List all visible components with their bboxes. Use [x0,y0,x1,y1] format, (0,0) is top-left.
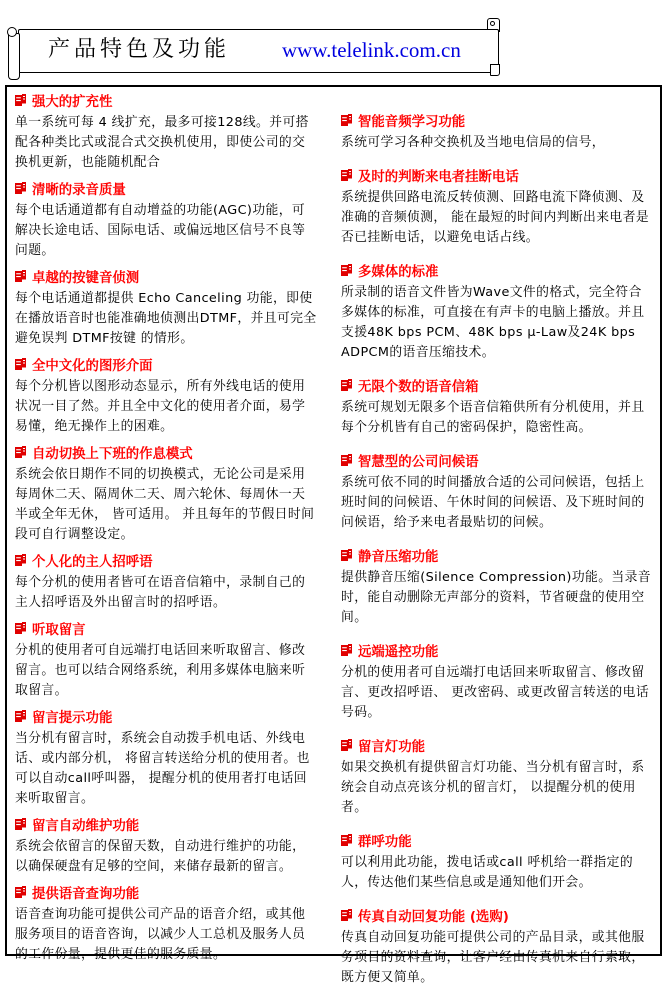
red-document-icon [341,453,352,473]
feature-body: 可以利用此功能，拨电话或call 呼机给一群指定的人，传达他们某些信息或是通知他们开会。 [341,855,634,890]
red-document-icon [341,263,352,283]
feature-body: 每个电话通道都提供 Echo Canceling 功能，即使在播放语音时也能准确地侦测出DTMF，并且可完全避免误判 DTMF按键 的情形。 [15,291,317,346]
feature-title: 全中文化的图形介面 [32,359,153,374]
feature-section [341,378,652,438]
feature-body: 每个电话通道都有自动增益的功能(AGC)功能，可解决长途电话、国际电话、或偏远地区信号不良等问题。 [15,203,306,258]
feature-section [15,885,317,965]
feature-title: 智能音频学习功能 [358,115,466,130]
feature-body: 所录制的语音文件皆为Wave文件的格式，完全符合多媒体的标准，可直接在有声卡的电脑上播放。并且支援48K bps PCM、48K bps μ-Law及24K bps ADPCM的语音压缩技术。 [341,285,645,360]
feature-body: 当分机有留言时，系统会自动拨手机电话、外线电话、或内部分机， 将留言转送给分机的使用者。也可以自动call呼叫器， 提醒分机的使用者打电话回来听取留言。 [15,731,310,806]
feature-section [341,738,652,818]
feature-heading [341,113,652,133]
red-document-icon [15,357,26,377]
feature-section [15,357,317,437]
feature-body: 系统可依不同的时间播放合适的公司问候语，包括上班时间的问候语、午休时间的问候语、及下班时间的问候语，给予来电者最贴切的问候。 [341,475,645,530]
red-document-icon [341,643,352,663]
feature-section [341,833,652,893]
feature-title: 多媒体的标准 [358,265,439,280]
left-column [15,93,317,962]
feature-body: 每个分机皆以图形动态显示，所有外线电话的使用状况一目了然。并且全中文化的使用者介面，易学易懂，绝无操作上的困难。 [15,379,306,434]
feature-heading [15,709,317,729]
feature-title: 听取留言 [32,623,86,638]
feature-heading [341,738,652,758]
red-document-icon [341,833,352,853]
feature-title: 群呼功能 [358,835,412,850]
red-document-icon [341,378,352,398]
feature-heading [341,168,652,188]
feature-body: 单一系统可每 4 线扩充，最多可接128线。并可搭配各种类比式或混合式交换机使用，即使公司的交换机更新，也能随机配合 [15,115,309,170]
feature-section [15,709,317,809]
feature-body: 语音查询功能可提供公司产品的语音介绍，或其他服务项目的语音咨询，以减少人工总机及服务人员的工作份量，提供更佳的服务质量。 [15,907,306,962]
feature-section [15,553,317,613]
red-document-icon [341,908,352,928]
feature-body: 提供静音压缩(Silence Compression)功能。当录音时，能自动删除无声部分的资料，节省硬盘的使用空间。 [341,570,652,625]
feature-section [341,113,652,153]
feature-body: 分机的使用者可自远端打电话回来听取留言、修改留言、更改招呼语、 更改密码、或更改留言转送的电话号码。 [341,665,650,720]
feature-section [15,817,317,877]
red-document-icon [15,181,26,201]
feature-section [15,181,317,261]
feature-title: 无限个数的语音信箱 [358,380,479,395]
website-url-link[interactable]: www.telelink.com.cn [282,38,461,62]
feature-heading [15,445,317,465]
feature-section [341,453,652,533]
feature-body: 系统可学习各种交换机及当地电信局的信号， [341,135,605,150]
feature-heading [341,453,652,473]
red-document-icon [15,93,26,113]
right-column [341,93,652,985]
feature-section [341,643,652,723]
feature-body: 系统会依留言的保留天数，自动进行维护的功能，以确保硬盘有足够的空间，来储存最新的留言。 [15,839,306,874]
feature-section [341,548,652,628]
red-document-icon [15,621,26,641]
feature-body: 每个分机的使用者皆可在语音信箱中，录制自己的主人招呼语及外出留言时的招呼语。 [15,575,306,610]
feature-heading [15,621,317,641]
feature-heading [341,378,652,398]
feature-section [15,621,317,701]
feature-title: 智慧型的公司问候语 [358,455,479,470]
feature-heading [341,833,652,853]
feature-body: 传真自动回复功能可提供公司的产品目录，或其他服务项目的资料查询，让客户经由传真机来自行索取， 既方便又简单。 [341,930,645,985]
feature-title: 清晰的录音质量 [32,183,126,198]
feature-body: 系统提供回路电流反转侦测、回路电流下降侦测、及准确的音频侦测， 能在最短的时间内判断出来电者是否已挂断电话，以避免电话占线。 [341,190,650,245]
feature-title: 及时的判断来电者挂断电话 [358,170,519,185]
feature-body: 分机的使用者可自远端打电话回来听取留言、修改留言。也可以结合网络系统，利用多媒体电脑来听取留言。 [15,643,306,698]
feature-heading [15,553,317,573]
feature-heading [15,885,317,905]
feature-title: 卓越的按键音侦测 [32,271,140,286]
features-box [5,85,662,985]
feature-body: 如果交换机有提供留言灯功能、当分机有留言时，系统会自动点亮该分机的留言灯， 以提醒分机的使用者。 [341,760,645,815]
scroll-left-roll-cap [7,27,17,37]
red-document-icon [15,817,26,837]
feature-heading [15,817,317,837]
red-document-icon [341,168,352,188]
feature-body: 系统可规划无限多个语音信箱供所有分机使用，并且每个分机皆有自己的密码保护，隐密性高。 [341,400,645,435]
feature-heading [341,548,652,568]
feature-title: 自动切换上下班的作息模式 [32,447,193,462]
feature-title: 个人化的主人招呼语 [32,555,153,570]
feature-heading [341,263,652,283]
page-title: 产品特色及功能 [48,37,231,62]
scroll-bottom-right-curl [490,64,500,76]
feature-section [341,263,652,363]
feature-section [15,269,317,349]
feature-heading [15,269,317,289]
feature-title: 提供语音查询功能 [32,887,140,902]
red-document-icon [15,709,26,729]
feature-heading [15,93,317,113]
feature-title: 传真自动回复功能 (选购) [358,910,509,925]
red-document-icon [341,548,352,568]
feature-title: 静音压缩功能 [358,550,439,565]
feature-heading [15,357,317,377]
feature-title: 留言提示功能 [32,711,113,726]
feature-section [15,93,317,173]
feature-section [341,168,652,248]
feature-section [15,445,317,545]
feature-title: 留言自动维护功能 [32,819,140,834]
feature-section [341,908,652,988]
feature-title: 远端遥控功能 [358,645,439,660]
red-document-icon [15,553,26,573]
feature-heading [341,908,652,928]
scroll-left-roll [8,33,20,80]
red-document-icon [15,445,26,465]
red-document-icon [15,885,26,905]
feature-title: 强大的扩充性 [32,95,113,110]
feature-heading [341,643,652,663]
feature-title: 留言灯功能 [358,740,425,755]
feature-body: 系统会依日期作不同的切换模式，无论公司是采用每周休二天、隔周休二天、周六轮休、每周休一天半或全年无休， 皆可适用。 并且每年的节假日时间段可自行调整设定。 [15,467,315,542]
feature-heading [15,181,317,201]
red-document-icon [341,738,352,758]
red-document-icon [341,113,352,133]
red-document-icon [15,269,26,289]
